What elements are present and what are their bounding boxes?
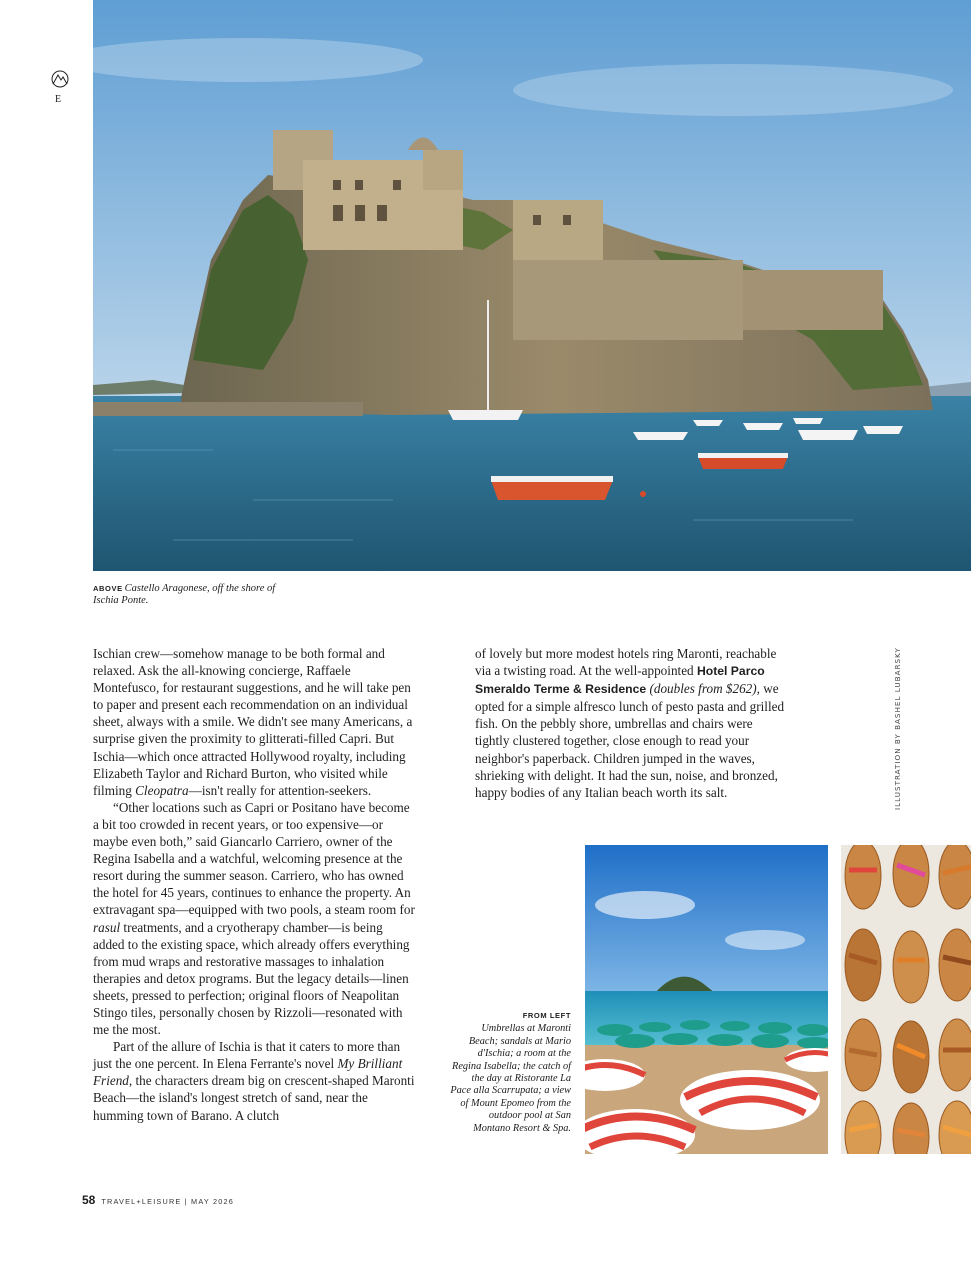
photos-caption <box>450 1010 571 1135</box>
article-column-left <box>93 645 415 1124</box>
hotel-price: (doubles from $262), <box>649 681 760 697</box>
publication-line: TRAVEL+LEISURE | MAY 2026 <box>101 1197 235 1206</box>
hero-photo-castello-aragonese <box>93 0 971 571</box>
hero-caption-text: Castello Aragonese, off the shore of Ischia Ponte. <box>93 583 276 606</box>
paragraph-4: of lovely but more modest hotels ring Maronti, reachable via a twisting road. At the well-appointed Hotel Parco Smeraldo Terme & Residence (doubles from $262), we opted for a simple alfresco lunch of pesto pasta and grilled fish. On the pebbly shore, umbrellas and chairs were tightly clustered together, close enough to read your neighbor's paperback. Children jumped in the waves, shrieking with delight. It had the sun, noise, and bronzed, happy bodies of any Italian beach worth its salt. <box>475 646 785 800</box>
section-letter: E <box>55 94 63 105</box>
illustration-credit: ILLUSTRATION BY BASHEL LUBARSKY <box>893 647 902 810</box>
photos-caption-text: Umbrellas at Maronti Beach; sandals at Mario d'Ischia; a room at the Regina Isabella; the catch of the day at Ristorante La Pace alla Scarrupata; a view of Mount Epomeo from the outdoor pool at San Montano Resort & Spa. <box>450 1023 571 1134</box>
hotel-name: Hotel Parco Smeraldo Terme & Residence <box>475 664 765 697</box>
photos-caption-kicker: FROM LEFT <box>522 1011 571 1020</box>
page-footer <box>82 1191 234 1209</box>
hero-caption <box>93 583 293 607</box>
page-number: 58 <box>82 1193 96 1207</box>
photo-maronti-beach-umbrellas <box>585 845 828 1154</box>
paragraph-3: Part of the allure of Ischia is that it caters to more than just the one percent. In Elena Ferrante's novel My Brilliant Friend, the characters dream big on crescent-shaped Maronti Beach—the island's longest stretch of sand, near the humming town of Barano. A clutch <box>93 1039 415 1123</box>
article-column-right <box>475 645 789 801</box>
paragraph-2: “Other locations such as Capri or Positano have become a bit too crowded in recent years, or too expensive—or maybe even both,” said Giancarlo Carriero, owner of the Regina Isabella and a watchful, welcoming presence at the resort during the summer season. Carriero, who has owned the hotel for 45 years, continues to enhance the property. An extravagant spa—equipped with two pools, a steam room for rasul treatments, and a cryotherapy chamber—is being added to the existing space, which already offers everything from mud wraps and restorative massages to inhalation therapies and detox programs. But the legacy details—linen sheets, pressed to perfection; original floors of Neapolitan Stingo tiles, personally chosen by Rizzoli—resonated with me the most. <box>93 799 415 1038</box>
paragraph-1: Ischian crew—somehow manage to be both formal and relaxed. Ask the all-knowing concierge, Raffaele Montefusco, for restaurant suggestions, and he will take pen to paper and present each recommendation on an individual sheet, always with a smile. We didn't see many Americans, a surprise given the proximity to glitterati-filled Capri. But Ischia—which once attracted Hollywood royalty, including Elizabeth Taylor and Richard Burton, who visited while filming Cleopatra—isn't really for attention-seekers. <box>93 646 413 798</box>
section-logo-icon <box>50 70 70 88</box>
hero-caption-kicker: ABOVE <box>93 584 123 593</box>
photo-sandals <box>841 845 971 1154</box>
